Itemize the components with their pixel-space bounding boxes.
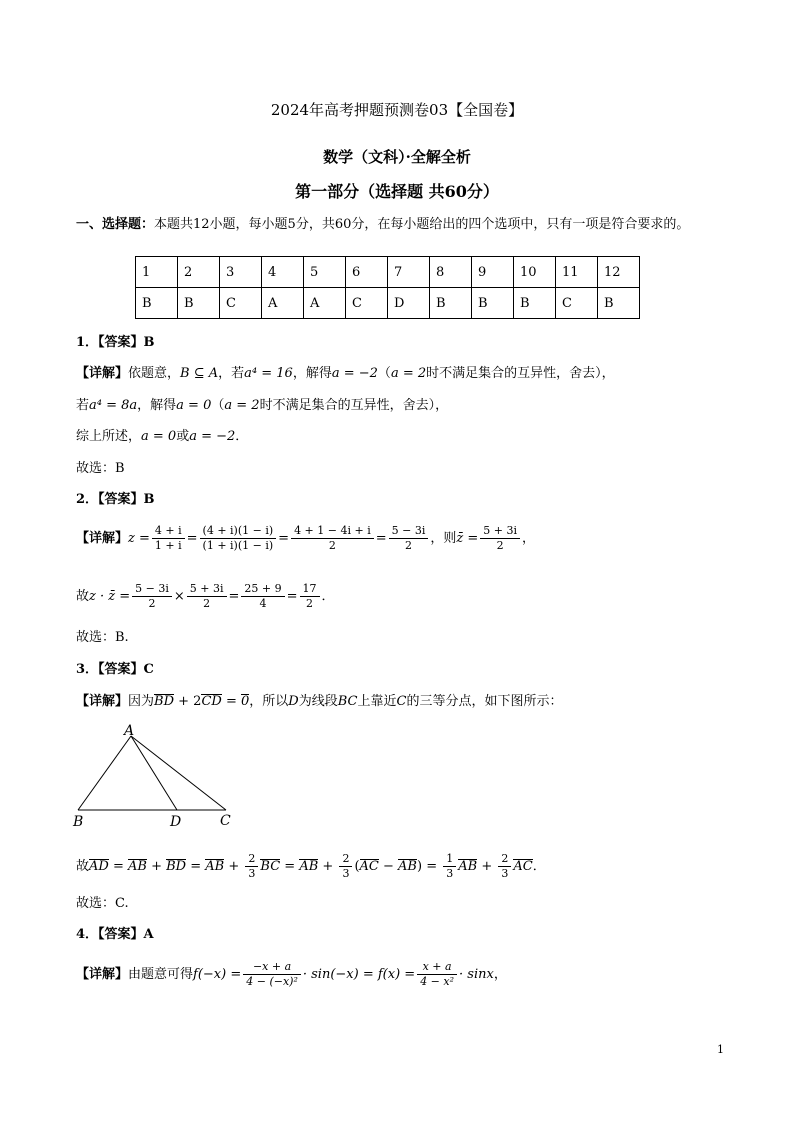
vector-ab: AB <box>128 859 147 874</box>
fraction-denominator: 3 <box>342 867 350 880</box>
table-cell-answer: B <box>136 288 178 319</box>
instructions-label: 一、选择题： <box>76 217 155 232</box>
vector-bd: BD <box>154 694 175 709</box>
fraction-denominator: 3 <box>446 867 454 880</box>
q2-fraction <box>480 524 520 553</box>
q2-math: z̄ = <box>456 531 479 546</box>
table-cell-answer: B <box>472 288 514 319</box>
fraction-numerator: (4 + i)(1 − i) <box>200 524 277 539</box>
q1-text: 依题意， <box>128 366 181 381</box>
q1-text: 时不满足集合的互异性，舍去）， <box>259 398 449 413</box>
vector-ab: AB <box>398 859 417 874</box>
q3-text: ． <box>532 859 546 874</box>
q2-fraction <box>241 582 284 611</box>
fraction-denominator: 2 <box>203 597 211 610</box>
section-instructions <box>76 215 721 235</box>
q1-text: ，若 <box>218 366 245 381</box>
q2-fraction <box>300 582 320 611</box>
q4-math: f(−x) = <box>193 967 242 982</box>
fraction-denominator: 4 − x² <box>420 975 455 988</box>
fraction-numerator: 2 <box>245 852 258 867</box>
q3-fraction <box>498 852 511 881</box>
side-ab <box>78 736 131 810</box>
q1-text: ，解得 <box>137 398 177 413</box>
table-cell-question-number: 7 <box>388 257 430 288</box>
q1-detail-line2 <box>76 394 448 413</box>
fraction-denominator: 2 <box>405 539 412 552</box>
q1-text: ，解得 <box>292 366 332 381</box>
table-cell-answer: C <box>220 288 262 319</box>
q3-math: C <box>396 694 407 709</box>
fraction-numerator: −x + a <box>243 960 301 975</box>
q3-fraction <box>443 852 456 881</box>
table-cell-answer: B <box>514 288 556 319</box>
q1-math: a = 0 <box>176 398 212 413</box>
table-cell-question-number: 8 <box>430 257 472 288</box>
q1-text: （ <box>377 366 391 381</box>
q3-fraction <box>339 852 352 881</box>
q3-math: = <box>108 859 128 874</box>
q4-fraction <box>417 960 457 989</box>
fraction-numerator: 5 + 3i <box>480 524 520 539</box>
q3-math: = <box>186 859 206 874</box>
answer-table-numbers-row <box>136 257 640 288</box>
q1-text: 或 <box>176 429 190 444</box>
side-ac <box>131 736 226 810</box>
q2-detail-label: 【详解】 <box>76 531 129 546</box>
vector-ab: AB <box>299 859 319 874</box>
q2-fraction <box>132 582 172 611</box>
label-a: A <box>124 723 135 739</box>
q3-text: 为线段 <box>298 694 338 709</box>
q2-choose: 故选：B. <box>76 630 129 645</box>
q3-detail-label: 【详解】 <box>76 694 129 709</box>
q2-answer <box>76 488 155 507</box>
label-c: C <box>220 813 231 829</box>
q2-math: × <box>173 589 185 604</box>
table-cell-question-number: 10 <box>514 257 556 288</box>
fraction-denominator: (1 + i)(1 − i) <box>202 539 274 552</box>
q3-math: BC <box>337 694 358 709</box>
q3-math: = <box>422 859 442 874</box>
fraction-numerator: x + a <box>417 960 457 975</box>
q3-math: + <box>146 859 167 874</box>
q2-text: 故 <box>76 589 90 604</box>
table-cell-question-number: 5 <box>304 257 346 288</box>
q4-text: ， <box>493 967 507 982</box>
q3-math: + <box>318 859 338 874</box>
fraction-numerator: 5 − 3i <box>132 582 172 597</box>
q1-text: 若 <box>76 398 90 413</box>
table-cell-answer: C <box>556 288 598 319</box>
vector-ac: AC <box>513 859 533 874</box>
table-cell-question-number: 6 <box>346 257 388 288</box>
q3-detail-line2: 故AD = AB + BD = AB + $\frac{2}{3}$ BC = AB + $\frac{2}{3}$ (AC − AB) = $\frac{1}{3}$ AB + $\frac{2}{3}$ AC． <box>76 852 546 880</box>
q1-math: a = 2 <box>224 398 260 413</box>
fraction-denominator: 4 − (−x)² <box>246 975 298 988</box>
table-cell-answer: B <box>430 288 472 319</box>
q3-answer-text: 3．【答案】C <box>76 662 154 677</box>
q2-math: z · z̄ = <box>89 589 131 604</box>
q2-fraction <box>200 524 277 553</box>
q3-math: = <box>221 694 241 709</box>
table-cell-answer: B <box>598 288 640 319</box>
table-cell-answer: C <box>346 288 388 319</box>
q2-text: ，则 <box>430 531 457 546</box>
q3-detail-line1 <box>76 690 562 709</box>
fraction-numerator: 4 + 1 − 4i + i <box>291 524 374 539</box>
q2-text: ． <box>321 589 335 604</box>
table-cell-question-number: 1 <box>136 257 178 288</box>
fraction-denominator: 2 <box>496 539 504 552</box>
q3-math: + <box>224 859 244 874</box>
vector-ad: AD <box>89 859 109 874</box>
fraction-numerator: 5 + 3i <box>187 582 227 597</box>
q3-text: 因为 <box>128 694 155 709</box>
fraction-numerator: 1 <box>443 852 456 867</box>
q3-math: = <box>280 859 300 874</box>
q3-text: 故 <box>76 859 90 874</box>
q3-math: + <box>477 859 497 874</box>
q3-fraction <box>245 852 258 881</box>
q1-choose: 故选：B <box>76 461 125 476</box>
q1-math: a = −2 <box>189 429 236 444</box>
q1-detail-line1 <box>76 362 615 381</box>
fraction-denominator: 2 <box>148 597 156 610</box>
q3-math: + 2 <box>174 694 202 709</box>
vector-ac: AC <box>359 859 379 874</box>
q2-fraction <box>389 524 429 553</box>
q2-detail-line2: 故z · z̄ = $\frac{5 - 3i}{2}$ × $\frac{5 + 3i}{2}$ = $\frac{25 + 9}{4}$ = $\frac{17}{2}$ ． <box>76 582 335 610</box>
fraction-denominator: 4 <box>259 597 267 610</box>
q1-math: B ⊆ A <box>180 366 219 381</box>
q3-math: D <box>288 694 299 709</box>
fraction-denominator: 3 <box>501 867 509 880</box>
zero-vector: 0 <box>241 694 250 709</box>
q4-detail-line1 <box>76 960 507 989</box>
q4-text: 由题意可得 <box>128 967 194 982</box>
fraction-numerator: 5 − 3i <box>389 524 429 539</box>
q3-text: 上靠近 <box>357 694 397 709</box>
label-b: B <box>73 814 84 830</box>
q4-math: · sinx <box>459 967 494 982</box>
vector-ab: AB <box>205 859 225 874</box>
table-cell-answer: A <box>304 288 346 319</box>
q3-text: 的三等分点，如下图所示： <box>406 694 563 709</box>
q1-math: a = −2 <box>331 366 378 381</box>
table-cell-question-number: 12 <box>598 257 640 288</box>
q1-answer <box>76 331 155 350</box>
q2-fraction <box>152 524 185 553</box>
table-cell-question-number: 11 <box>556 257 598 288</box>
section-title: 第一部分（选择题 共60分） <box>295 182 499 201</box>
vector-cd: CD <box>201 694 222 709</box>
table-cell-answer: B <box>178 288 220 319</box>
q2-answer-text: 2．【答案】B <box>76 492 155 507</box>
fraction-denominator: 2 <box>306 597 314 610</box>
table-cell-answer: D <box>388 288 430 319</box>
q2-text: ， <box>522 531 536 546</box>
q4-answer <box>76 923 154 942</box>
q1-text: 时不满足集合的互异性，舍去）， <box>426 366 615 381</box>
q4-detail-label: 【详解】 <box>76 967 129 982</box>
table-cell-answer: A <box>262 288 304 319</box>
q1-detail-line3 <box>76 425 248 444</box>
q4-answer-text: 4．【答案】A <box>76 927 154 942</box>
q1-text: 综上所述， <box>76 429 142 444</box>
vector-bd: BD <box>166 859 187 874</box>
vector-ab: AB <box>458 859 478 874</box>
q2-fraction <box>291 524 374 553</box>
page-number: 1 <box>717 1043 724 1056</box>
fraction-numerator: 2 <box>498 852 511 867</box>
q1-math: a = 0 <box>141 429 177 444</box>
segment-ad <box>131 736 177 810</box>
exam-title: 2024年高考押题预测卷03【全国卷】 <box>270 101 524 119</box>
q1-text: ． <box>235 429 249 444</box>
q3-text: ，所以 <box>249 694 289 709</box>
fraction-numerator: 4 + i <box>152 524 185 539</box>
vector-bc: BC <box>260 859 281 874</box>
table-cell-question-number: 4 <box>262 257 304 288</box>
q1-math: a⁴ = 8a <box>89 398 138 413</box>
q2-detail-line1: 【详解】z = $\frac{4 + i}{1 + i}$ = $\frac{(4 + i)(1 - i)}{(1 + i)(1 - i)}$ = $\frac{4 + 1 - 4i + i}{2}$ = $\frac{5 - 3i}{2}$ ，则z̄ = $\frac{5 + 3i}{2}$ ， <box>76 524 536 552</box>
fraction-denominator: 3 <box>248 867 256 880</box>
answer-table <box>135 256 640 319</box>
fraction-numerator: 2 <box>339 852 352 867</box>
q1-math: a⁴ = 16 <box>244 366 293 381</box>
q4-math: · sin(−x) = f(x) = <box>302 967 416 982</box>
q1-text: （ <box>211 398 225 413</box>
fraction-denominator: 1 + i <box>154 539 182 552</box>
fraction-numerator: 17 <box>300 582 320 597</box>
q3-answer <box>76 658 154 677</box>
answer-table-answers-row <box>136 288 640 319</box>
fraction-denominator: 2 <box>328 539 336 552</box>
q3-math: − <box>378 859 399 874</box>
triangle-diagram <box>70 722 250 832</box>
q1-math: a = 2 <box>390 366 427 381</box>
q2-math: z = <box>128 531 150 546</box>
exam-subtitle: 数学（文科）·全解全析 <box>323 148 471 166</box>
table-cell-question-number: 2 <box>178 257 220 288</box>
fraction-numerator: 25 + 9 <box>241 582 284 597</box>
q2-fraction <box>187 582 227 611</box>
q1-detail-label: 【详解】 <box>76 366 129 381</box>
table-cell-question-number: 3 <box>220 257 262 288</box>
label-d: D <box>170 814 182 830</box>
q1-answer-text: 1．【答案】B <box>76 335 155 350</box>
q3-choose: 故选：C. <box>76 896 129 911</box>
instructions-text: 本题共12小题，每小题5分，共60分，在每小题给出的四个选项中，只有一项是符合要求的。 <box>154 217 690 232</box>
q4-fraction <box>243 960 301 989</box>
table-cell-question-number: 9 <box>472 257 514 288</box>
